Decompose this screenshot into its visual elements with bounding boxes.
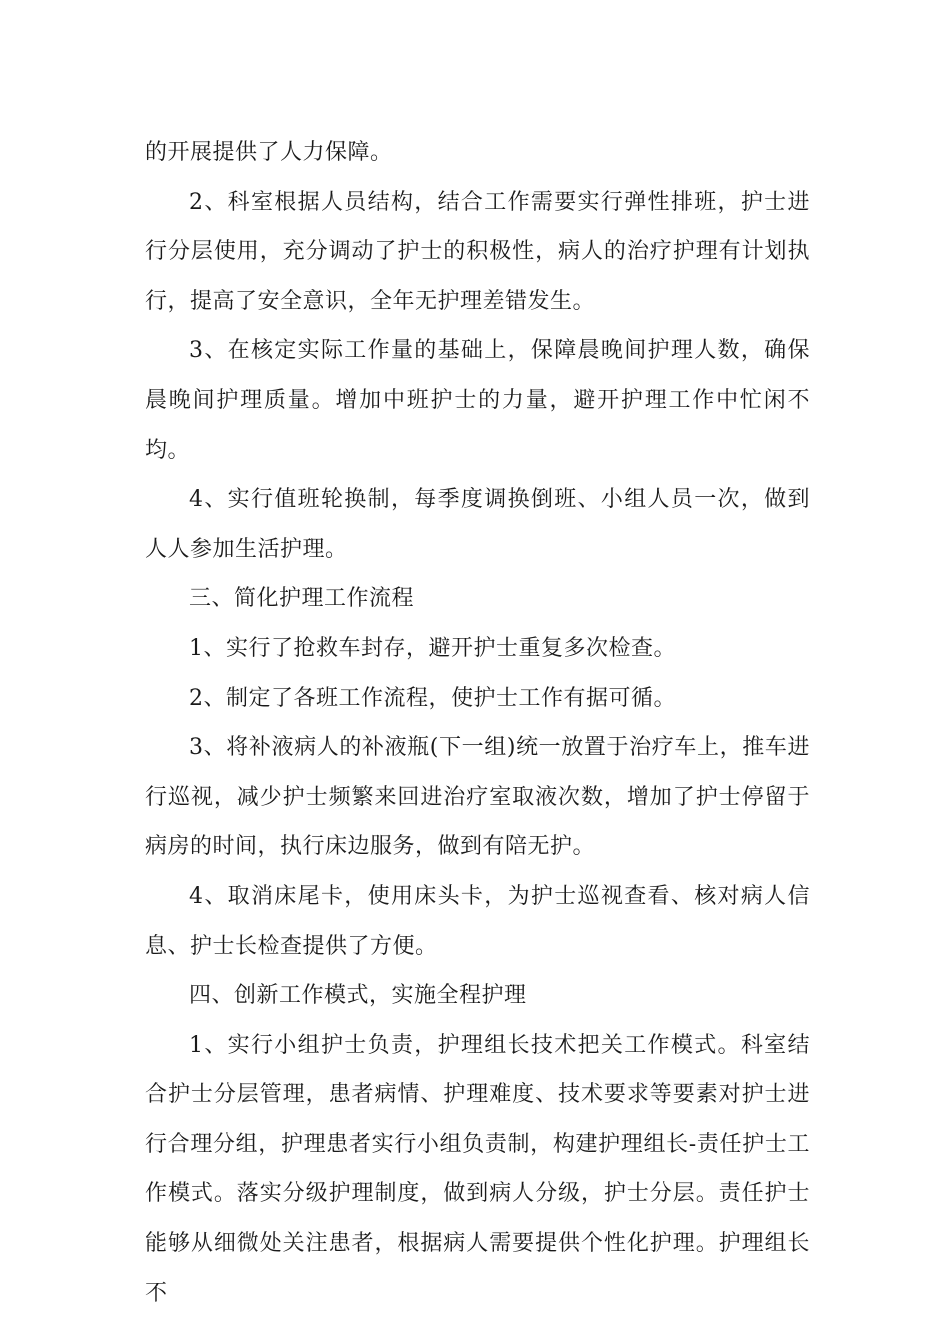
paragraph: 的开展提供了人力保障。 [145,140,393,165]
paragraph: 2、制定了各班工作流程，使护士工作有据可循。 [189,685,676,711]
section-heading: 四、创新工作模式，实施全程护理 [189,983,527,1009]
paragraph: 3、在核定实际工作量的基础上，保障晨晚间护理人数，确保晨晚间护理质量。增加中班护士的力量，避开护理工作中忙闲不均。 [145,338,810,463]
paragraph: 4、实行值班轮换制，每季度调换倒班、小组人员一次，做到人人参加生活护理。 [145,487,810,562]
paragraph: 3、将补液病人的补液瓶(下一组)统一放置于治疗车上，推车进行巡视，减少护士频繁来回进治疗室取液次数，增加了护士停留于病房的时间，执行床边服务，做到有陪无护。 [145,735,810,860]
paragraph: 2、科室根据人员结构，结合工作需要实行弹性排班，护士进行分层使用，充分调动了护士的积极性，病人的治疗护理有计划执行，提高了安全意识，全年无护理差错发生。 [145,189,810,314]
paragraph: 1、实行了抢救车封存，避开护士重复多次检查。 [189,635,676,661]
document-body [145,128,810,1318]
paragraph: 1、实行小组护士负责，护理组长技术把关工作模式。科室结合护士分层管理，患者病情、护理难度、技术要求等要素对护士进行合理分组，护理患者实行小组负责制，构建护理组长-责任护士工作模式。落实分级护理制度，做到病人分级，护士分层。责任护士能够从细微处关注患者，根据病人需要提供个性化护理。护理组长不 [145,1032,810,1306]
section-heading: 三、简化护理工作流程 [189,586,415,612]
paragraph: 4、取消床尾卡，使用床头卡，为护士巡视查看、核对病人信息、护士长检查提供了方便。 [145,883,810,959]
